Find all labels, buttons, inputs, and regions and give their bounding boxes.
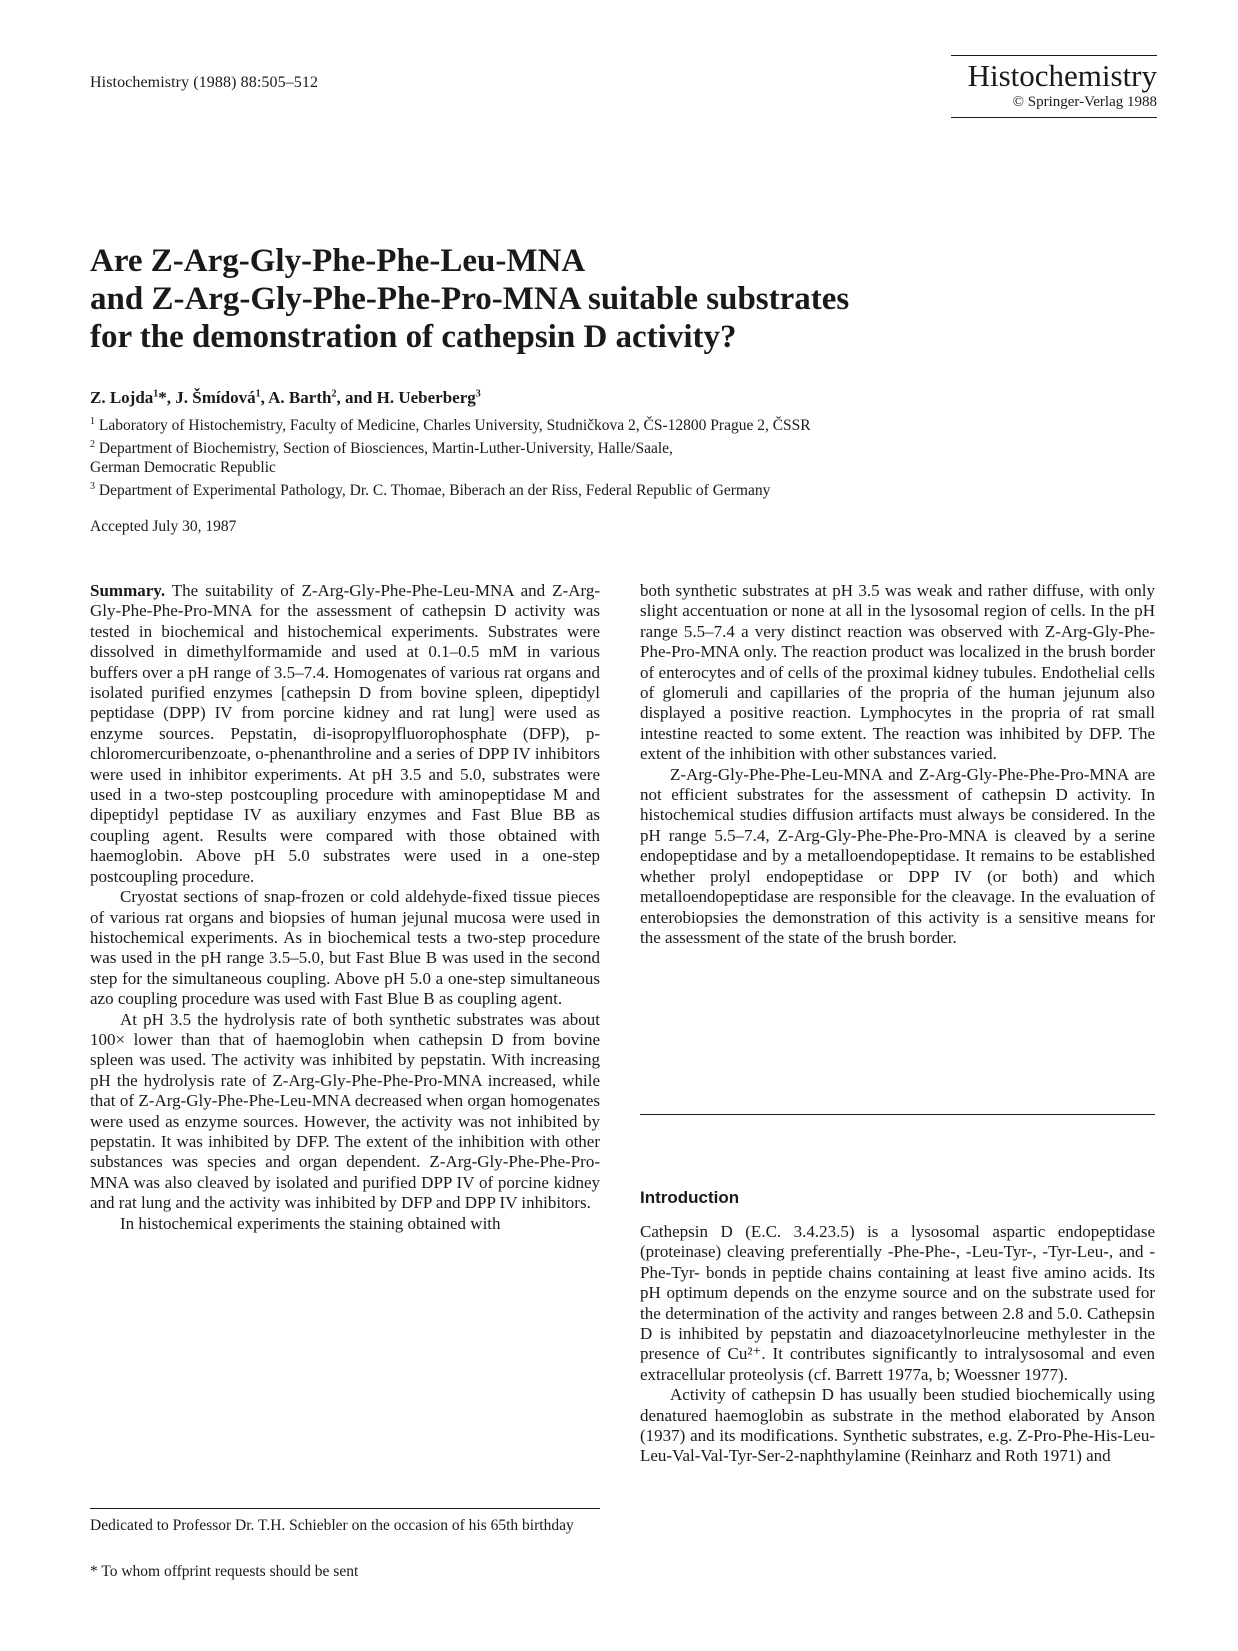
author-affil-number: 2 xyxy=(331,388,337,400)
summary-paragraph: Cryostat sections of snap-frozen or cold aldehyde-fixed tissue pieces of various rat organs and biopsies of human jejunal mucosa were used in histochemical experiments. As in biochemical tests a two-step procedure was used in the pH range 3.5–5.0, but Fast Blue B was used in the second step for the simultaneous coupling. Above pH 5.0 a one-step simultaneous azo coupling procedure was used with Fast Blue B as coupling agent. xyxy=(90,887,600,1009)
article-title xyxy=(90,242,1150,356)
author-affil-number: 1 xyxy=(255,388,261,400)
running-head: Histochemistry (1988) 88:505–512 xyxy=(90,74,319,91)
masthead-bottom-rule xyxy=(951,117,1157,118)
summary-right-column xyxy=(640,581,1155,948)
introduction-heading: Introduction xyxy=(640,1188,740,1207)
title-line-3: for the demonstration of cathepsin D activity? xyxy=(90,319,737,355)
introduction-paragraph: Cathepsin D (E.C. 3.4.23.5) is a lysosomal aspartic endopeptidase (proteinase) cleaving preferentially -Phe-Phe-, -Leu-Tyr-, -Tyr-Leu-, and -Phe-Tyr- bonds in peptide chains containing at least five amino acids. Its pH optimum depends on the enzyme source and on the substrate used for the determination of the activity and ranges between 2.8 and 5.0. Cathepsin D is inhibited by pepstatin and diazoacetylnorleucine methylester in the presence of Cu²⁺. It contributes significantly to intralysosomal and even extracellular proteolysis (cf. Barrett 1977a, b; Woessner 1977). xyxy=(640,1222,1155,1384)
dedication-footnote: Dedicated to Professor Dr. T.H. Schiebler on the occasion of his 65th birthday xyxy=(90,1517,574,1534)
affiliation-list xyxy=(90,412,1160,500)
summary-paragraph: Summary. The suitability of Z-Arg-Gly-Phe-Phe-Leu-MNA and Z-Arg-Gly-Phe-Phe-Pro-MNA for the assessment of cathepsin D activity was tested in biochemical and histochemical experiments. Substrates were dissolved in dimethylformamide and used at 0.1–0.5 mM in various buffers over a pH range of 3.5–7.4. Homogenates of various rat organs and isolated purified enzymes [cathepsin D from bovine spleen, dipeptidyl peptidase (DPP) IV from porcine kidney and rat lung] were used as enzyme sources. Pepstatin, di-isopropylfluorophosphate (DFP), p-chloromercuribenzoate, o-phenanthroline and a series of DPP IV inhibitors were used in inhibitor experiments. At pH 3.5 and 5.0, substrates were used in a two-step postcoupling procedure with aminopeptidase M and dipeptidyl peptidase IV as auxiliary enzymes and Fast Blue BB as coupling agent. Results were compared with those obtained with haemoglobin. Above pH 5.0 substrates were used in a one-step postcoupling procedure. xyxy=(90,581,600,886)
affiliation-2-continued: German Democratic Republic xyxy=(90,459,276,477)
footnote-rule xyxy=(90,1508,600,1509)
summary-end-rule xyxy=(640,1114,1155,1115)
summary-paragraph: At pH 3.5 the hydrolysis rate of both synthetic substrates was about 100× lower than that of haemoglobin when cathepsin D from bovine spleen was used. The activity was inhibited by pepstatin. With increasing pH the hydrolysis rate of Z-Arg-Gly-Phe-Phe-Pro-MNA increased, while that of Z-Arg-Gly-Phe-Phe-Leu-MNA decreased when organ homogenates were used as enzyme sources. However, the activity was not inhibited by pepstatin. It was inhibited by DFP. The extent of the inhibition with other substances was species and organ dependent. Z-Arg-Gly-Phe-Phe-Pro-MNA was also cleaved by isolated and purified DPP IV of porcine kidney and rat lung and the activity was inhibited by DFP and DPP IV inhibitors. xyxy=(90,1009,600,1213)
affiliation-2: $^2$ Department of Biochemistry, Section of Biosciences, Martin-Luther-University, Halle/Saale, xyxy=(90,439,673,458)
summary-paragraph: Z-Arg-Gly-Phe-Phe-Leu-MNA and Z-Arg-Gly-Phe-Phe-Pro-MNA are not efficient substrates for the assessment of cathepsin D activity. In histochemical studies diffusion artifacts must always be considered. In the pH range 5.5–7.4, Z-Arg-Gly-Phe-Phe-Pro-MNA is cleaved by a serine endopeptidase and by a metalloendopeptidase. It remains to be established whether prolyl endopeptidase or DPP IV (or both) and which metalloendopeptidase are responsible for the cleavage. In the evaluation of enterobiopsies the demonstration of this activity is a sensitive means for the assessment of the state of the brush border. xyxy=(640,764,1155,947)
masthead-top-rule xyxy=(951,55,1157,56)
author-affil-number: 3 xyxy=(475,388,481,400)
author-list: Z. Lojda$^1$*, J. Šmídová$^1$, A. Barth$^2$, and H. Ueberberg$^3$ xyxy=(90,388,481,407)
author-name: A. Barth xyxy=(268,388,332,407)
offprint-footnote: * To whom offprint requests should be sent xyxy=(90,1563,359,1580)
copyright-line: © Springer-Verlag 1988 xyxy=(1012,94,1157,110)
title-line-2: and Z-Arg-Gly-Phe-Phe-Pro-MNA suitable substrates xyxy=(90,281,850,317)
introduction-body xyxy=(640,1222,1155,1467)
introduction-paragraph: Activity of cathepsin D has usually been studied biochemically using denatured haemoglobin as substrate in the method elaborated by Anson (1937) and its modifications. Synthetic substrates, e.g. Z-Pro-Phe-His-Leu-Leu-Val-Val-Tyr-Ser-2-naphthylamine (Reinharz and Roth 1971) and xyxy=(640,1385,1155,1466)
accepted-date: Accepted July 30, 1987 xyxy=(90,518,237,535)
author-name: J. Šmídová xyxy=(175,388,256,407)
author-affil-number: 1 xyxy=(153,388,159,400)
journal-masthead xyxy=(951,55,1157,118)
affiliation-3: $^3$ Department of Experimental Pathology, Dr. C. Thomae, Biberach an der Riss, Federal Republic of Germany xyxy=(90,481,771,500)
summary-left-column xyxy=(90,581,600,1234)
summary-lead: Summary. xyxy=(90,581,166,600)
title-line-1: Are Z-Arg-Gly-Phe-Phe-Leu-MNA xyxy=(90,243,586,279)
author-name: Z. Lojda xyxy=(90,388,154,407)
summary-paragraph: In histochemical experiments the staining obtained with xyxy=(120,1213,501,1233)
corresponding-author-star: * xyxy=(158,388,167,407)
author-name: H. Ueberberg xyxy=(376,388,476,407)
summary-paragraph: both synthetic substrates at pH 3.5 was weak and rather diffuse, with only slight accentuation or none at all in the lysosomal region of cells. In the pH range 5.5–7.4 a very distinct reaction was observed with Z-Arg-Gly-Phe-Phe-Pro-MNA only. The reaction product was localized in the brush border of enterocytes and of cells of the proximal kidney tubules. Endothelial cells of glomeruli and capillaries of the propria of the human jejunum also displayed a positive reaction. Lymphocytes in the propria of rat small intestine reacted to some extent. The reaction was inhibited by DFP. The extent of the inhibition with other substances varied. xyxy=(640,581,1155,764)
affiliation-1: $^1$ Laboratory of Histochemistry, Faculty of Medicine, Charles University, Studničkova 2, ČS-12800 Prague 2, ČSSR xyxy=(90,416,811,435)
journal-name: Histochemistry xyxy=(967,58,1157,93)
